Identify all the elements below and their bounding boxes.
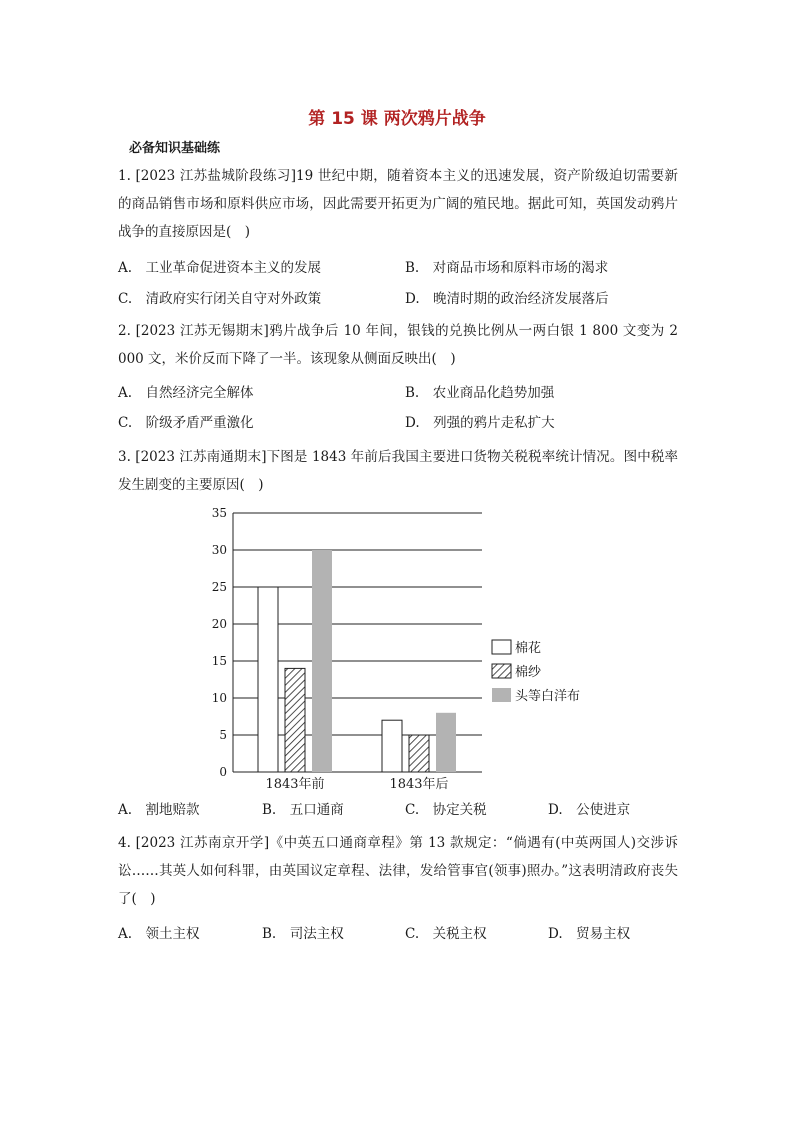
- q4-option-c: C. 关税主权: [405, 926, 487, 942]
- question-1-stem: 1. [2023 江苏盐城阶段练习]19 世纪中期，随着资本主义的迅速发展，资产阶级迫切需要新的商品销售市场和原料供应市场，因此需要开拓更为广阔的殖民地。据此可知，英国发动鸦片战争的直接原因是( ): [118, 168, 678, 240]
- q1-option-c: C. 清政府实行闭关自守对外政策: [118, 291, 322, 307]
- y-tick-label: 10: [211, 691, 227, 705]
- q2-option-a: A. 自然经济完全解体: [118, 385, 254, 401]
- q3-option-d: D. 公使进京: [548, 802, 631, 818]
- legend: [492, 640, 580, 704]
- bar: [312, 550, 332, 772]
- legend-label: 棉花: [515, 641, 542, 656]
- bar: [382, 720, 402, 772]
- legend-label: 头等白洋布: [515, 689, 581, 704]
- y-tick-label: 15: [211, 654, 227, 668]
- y-axis-ticks: [212, 506, 227, 779]
- question-2-stem: 2. [2023 江苏无锡期末]鸦片战争后 10 年间，银钱的兑换比例从一两白银 1 800 文变为 2 000 文，米价反而下降了一半。该现象从侧面反映出( ): [118, 323, 678, 367]
- legend-swatch: [492, 640, 511, 654]
- y-tick-label: 5: [219, 728, 227, 742]
- y-tick-label: 35: [211, 506, 227, 520]
- q3-option-c: C. 协定关税: [405, 802, 487, 818]
- y-tick-label: 0: [219, 765, 227, 779]
- tariff-bar-chart: [180, 500, 610, 800]
- question-3-stem: 3. [2023 江苏南通期末]下图是 1843 年前后我国主要进口货物关税税率统计情况。图中税率发生剧变的主要原因( ): [118, 449, 678, 493]
- q4-option-b: B. 司法主权: [262, 926, 344, 942]
- bar: [409, 735, 429, 772]
- q4-option-d: D. 贸易主权: [548, 926, 631, 942]
- legend-label: 棉纱: [515, 665, 542, 680]
- q4-option-a: A. 领土主权: [118, 926, 200, 942]
- x-category-label: 1843年前: [265, 777, 325, 792]
- y-tick-label: 20: [211, 617, 227, 631]
- q3-option-a: A. 割地赔款: [118, 802, 200, 818]
- section-heading: 必备知识基础练: [129, 141, 221, 156]
- q2-option-d: D. 列强的鸦片走私扩大: [405, 415, 555, 431]
- q2-option-c: C. 阶级矛盾严重激化: [118, 415, 254, 431]
- q1-option-b: B. 对商品市场和原料市场的渴求: [405, 260, 609, 276]
- bar: [285, 668, 305, 772]
- x-category-label: 1843年后: [389, 777, 449, 792]
- bar: [436, 713, 456, 772]
- question-4-stem: 4. [2023 江苏南京开学]《中英五口通商章程》第 13 款规定：“倘遇有(中英两国人)交涉诉讼……其英人如何科罪，由英国议定章程、法律，发给管事官(领事)照办。”这表明清政府丧失了( ): [118, 835, 678, 907]
- q1-option-a: A. 工业革命促进资本主义的发展: [118, 260, 322, 276]
- q3-option-b: B. 五口通商: [262, 802, 344, 818]
- y-tick-label: 30: [211, 543, 227, 557]
- q1-option-d: D. 晚清时期的政治经济发展落后: [405, 291, 609, 307]
- legend-swatch: [492, 688, 511, 702]
- x-axis-categories: [265, 776, 448, 792]
- page-title: 第 15 课 两次鸦片战争: [308, 109, 486, 129]
- y-tick-label: 25: [211, 580, 227, 594]
- legend-swatch: [492, 664, 511, 678]
- q2-option-b: B. 农业商品化趋势加强: [405, 385, 555, 401]
- bar: [258, 587, 278, 772]
